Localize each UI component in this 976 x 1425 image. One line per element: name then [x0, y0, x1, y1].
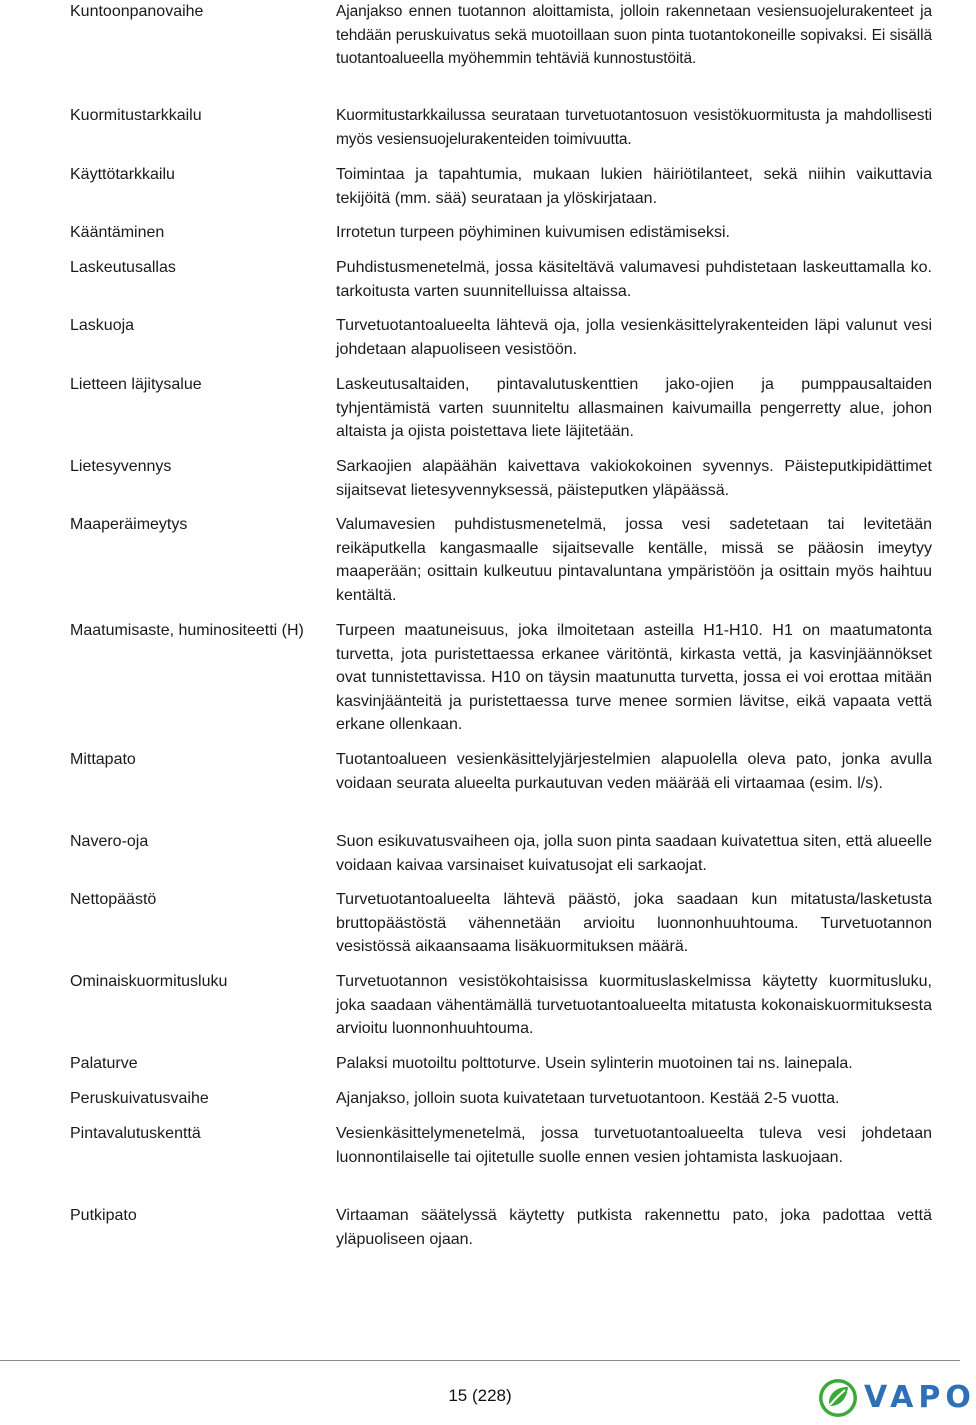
glossary-definition: Irrotetun turpeen pöyhiminen kuivumisen edistämiseksi.	[336, 224, 730, 241]
glossary-term: Nettopäästö	[70, 891, 157, 908]
glossary-definition: Vesienkäsittelymenetelmä, jossa turvetuotantoalueelta tuleva vesi johdetaan luonnontilaiselle tai ojitetulle suolle ennen vesien johtamista laskuojaan.	[336, 1125, 932, 1166]
glossary-term: Navero-oja	[70, 833, 149, 850]
vapo-wordmark: VAPO	[864, 1380, 976, 1415]
glossary-definition: Turpeen maatuneisuus, joka ilmoitetaan asteilla H1-H10. H1 on maatumatonta turvetta, jota puristettaessa erkanee väritöntä, kirkasta vettä, ja kasvinjäännökset ovat tunnistettavissa. H10 on täysin maatunutta turvetta, jossa ei voi erottaa mitään kasvinjäänteitä ja puristettaessa turve menee sormien lävitse, eikä vapaata vettä erkane ollenkaan.	[336, 622, 932, 733]
glossary-definition: Turvetuotannon vesistökohtaisissa kuormituslaskelmissa käytetty kuormitusluku, joka saadaan vähentämällä turvetuotantoalueelta mitatusta kokonaiskuormituksesta arvioitu luonnonhuuhtouma.	[336, 973, 932, 1037]
vapo-logo	[816, 1376, 976, 1420]
glossary-term: Lietteen läjitysalue	[70, 376, 202, 393]
glossary-term: Putkipato	[70, 1207, 137, 1224]
vapo-leaf-icon	[816, 1376, 860, 1420]
glossary-definition: Toimintaa ja tapahtumia, mukaan lukien häiriötilanteet, sekä niihin vaikuttavia tekijöitä (mm. sää) seurataan ja ylöskirjataan.	[336, 166, 932, 207]
glossary-term: Maaperäimeytys	[70, 516, 188, 533]
page-number: 15 (228)	[448, 1386, 512, 1405]
glossary-term: Käyttötarkkailu	[70, 166, 175, 183]
glossary-definition: Laskeutusaltaiden, pintavalutuskenttien jako-ojien ja pumppausaltaiden tyhjentämistä varten suunniteltu allasmainen kaivumailla pengerretty alue, johon altaista ja ojista poistettava liete läjitetään.	[336, 376, 932, 440]
glossary-definition: Suon esikuvatusvaiheen oja, jolla suon pinta saadaan kuivatettua siten, että alueelle voidaan kaivaa varsinaiset kuivatusojat eli sarkaojat.	[336, 833, 932, 874]
glossary-definition: Puhdistusmenetelmä, jossa käsiteltävä valumavesi puhdistetaan laskeuttamalla ko. tarkoitusta varten suunnitelluissa altaissa.	[336, 259, 932, 300]
glossary-definition: Turvetuotantoalueelta lähtevä päästö, joka saadaan kun mitatusta/lasketusta bruttopäästöstä vähennetään arvioitu luonnonhuuhtouma. Turvetuotannon vesistössä aikaansaama lisäkuormituksen määrä.	[336, 891, 932, 955]
glossary-term: Kuormitustarkkailu	[70, 107, 202, 124]
glossary-definition: Turvetuotantoalueelta lähtevä oja, jolla vesienkäsittelyrakenteiden läpi valunut vesi johdetaan alapuoliseen vesistöön.	[336, 317, 932, 358]
glossary-definition: Ajanjakso, jolloin suota kuivatetaan turvetuotantoon. Kestää 2-5 vuotta.	[336, 1090, 840, 1107]
glossary-term: Pintavalutuskenttä	[70, 1125, 201, 1142]
glossary-definition: Tuotantoalueen vesienkäsittelyjärjestelmien alapuolella oleva pato, jonka avulla voidaan seurata alueelta purkautuvan veden määrää eli virtaamaa (esim. l/s).	[336, 751, 932, 792]
glossary-definition: Virtaaman säätelyssä käytetty putkista rakennettu pato, joka padottaa vettä yläpuoliseen ojaan.	[336, 1207, 932, 1248]
glossary-term: Kääntäminen	[70, 224, 165, 241]
glossary-term: Palaturve	[70, 1055, 138, 1072]
glossary-definition: Palaksi muotoiltu polttoturve. Usein sylinterin muotoinen tai ns. lainepala.	[336, 1055, 853, 1072]
glossary-term: Mittapato	[70, 751, 136, 768]
glossary-definition: Kuormitustarkkailussa seurataan turvetuotantosuon vesistökuormitusta ja mahdollisesti myös vesiensuojelurakenteiden toimivuutta.	[336, 107, 932, 148]
glossary-definition: Sarkaojien alapäähän kaivettava vakiokokoinen syvennys. Päisteputkipidättimet sijaitsevat lietesyvennyksessä, päisteputken yläpäässä.	[336, 458, 932, 499]
glossary-term: Kuntoonpanovaihe	[70, 3, 204, 20]
glossary-term: Ominaiskuormitusluku	[70, 973, 228, 990]
glossary-term: Laskeutusallas	[70, 259, 176, 276]
glossary-term: Maatumisaste, huminositeetti (H)	[70, 622, 304, 639]
glossary-definition: Valumavesien puhdistusmenetelmä, jossa vesi sadetetaan tai levitetään reikäputkella kangasmaalle sijaitsevalle kentälle, missä se pääosin imeytyy maaperään; osittain kulkeutuu pintavaluntana ympäristöön ja osittain myös haihtuu kentältä.	[336, 516, 932, 604]
footer-divider	[0, 1360, 960, 1361]
glossary-term: Laskuoja	[70, 317, 135, 334]
glossary-term: Peruskuivatusvaihe	[70, 1090, 209, 1107]
glossary-definition: Ajanjakso ennen tuotannon aloittamista, jolloin rakennetaan vesiensuojelurakenteet ja tehdään peruskuivatus sekä muotoillaan suon pinta tuotantokoneille sopivaksi. Ei sisällä tuotantoalueella myöhemmin tehtäviä kunnostustöitä.	[336, 3, 932, 67]
glossary-term: Lietesyvennys	[70, 458, 172, 475]
